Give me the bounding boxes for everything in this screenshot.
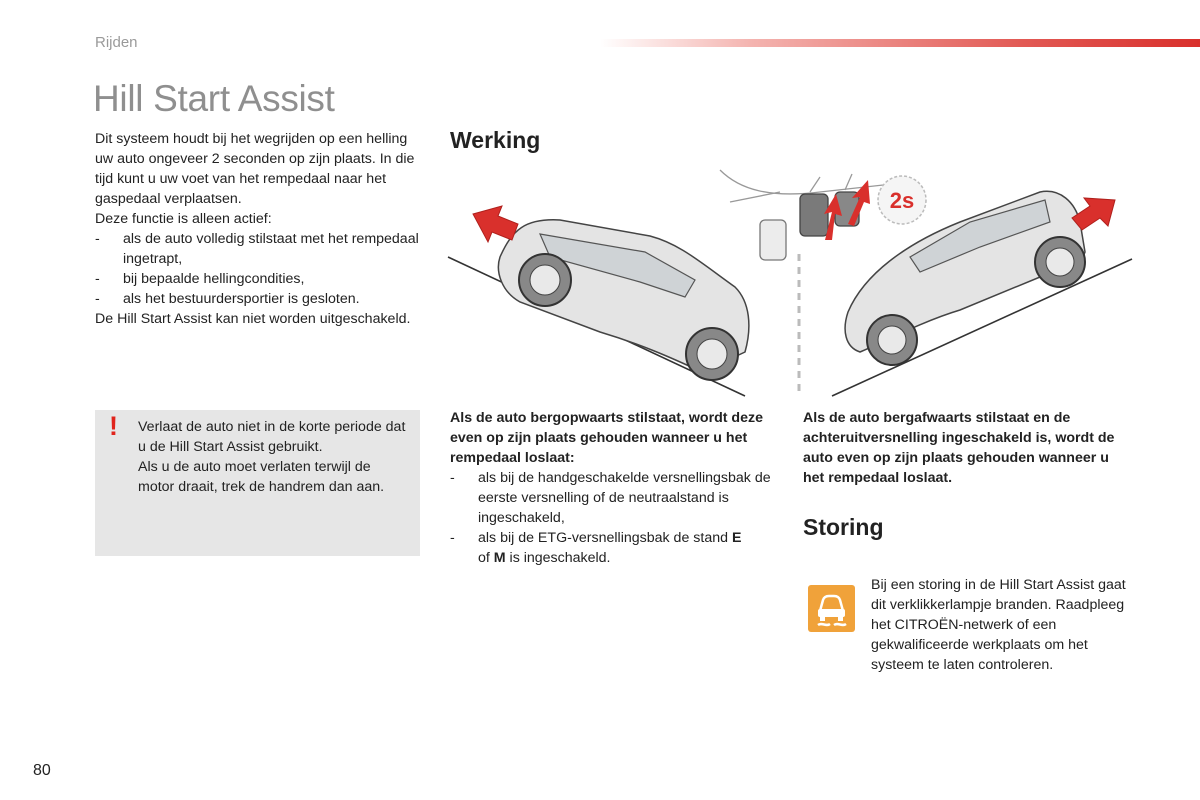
condition-list <box>95 229 425 309</box>
pedals-icon <box>720 170 910 260</box>
intro-note: De Hill Start Assist kan niet worden uitgeschakeld. <box>95 311 411 327</box>
uphill-car-icon <box>498 220 748 380</box>
hill-start-illustration <box>440 162 1140 398</box>
gear-e-label: E <box>731 530 742 546</box>
exclamation-icon: ! <box>109 411 118 441</box>
hill-start-warning-lamp-icon <box>808 585 855 632</box>
gear-m-label: M <box>493 550 506 566</box>
warning-text <box>138 417 410 497</box>
bergaf-text: Als de auto bergafwaarts stilstaat en de achteruitversnelling ingeschakeld is, wordt de auto even op zijn plaats gehouden wanneer u het rempedaal loslaat. <box>803 410 1115 486</box>
storing-heading: Storing <box>803 514 884 540</box>
intro-paragraph: Dit systeem houdt bij het wegrijden op een helling uw auto ongeveer 2 seconden op zijn plaats. In die tijd kunt u uw voet van het rempedaal naar het gaspedaal verplaatsen. <box>95 131 415 207</box>
warning-line: Verlaat de auto niet in de korte periode dat u de Hill Start Assist gebruikt. <box>138 419 406 455</box>
header-accent-bar <box>600 39 1200 47</box>
list-item: - als de auto volledig stilstaat met het rempedaal ingetrapt, <box>95 229 425 269</box>
intro-condition-lead: Deze functie is alleen actief: <box>95 211 272 227</box>
list-item-text: of <box>478 550 494 566</box>
list-item: - als bij de handgeschakelde versnellingsbak de eerste versnelling of de neutraalstand is ingeschakeld, <box>450 468 780 528</box>
warning-line: Als u de auto moet verlaten terwijl de motor draait, trek de handrem dan aan. <box>138 459 385 495</box>
werking-heading: Werking <box>450 127 541 153</box>
uphill-arrow-icon <box>473 206 518 242</box>
timer-label: 2s <box>889 188 915 213</box>
section-label: Rijden <box>95 34 138 51</box>
intro-section <box>95 129 425 329</box>
downhill-arrow-icon <box>1072 198 1115 230</box>
bergop-lead: Als de auto bergopwaarts stilstaat, wordt deze even op zijn plaats gehouden wanneer u het rempedaal loslaat: <box>450 410 763 466</box>
bergop-list <box>450 468 780 568</box>
list-item <box>450 528 780 568</box>
warning-box <box>95 410 420 556</box>
list-item-text: als bij de ETG-versnellingsbak de stand <box>478 530 732 546</box>
page-title: Hill Start Assist <box>93 78 335 119</box>
bergop-section <box>450 408 780 568</box>
downhill-car-icon <box>845 191 1085 365</box>
timer-icon <box>878 176 926 224</box>
list-item-text: is ingeschakeld. <box>505 550 611 566</box>
list-item: - bij bepaalde hellingcondities, <box>95 269 425 289</box>
storing-text: Bij een storing in de Hill Start Assist gaat dit verklikkerlampje branden. Raadpleeg het CITROËN-netwerk of een gekwalificeerde werkplaats om het systeem te laten controleren. <box>871 577 1126 673</box>
page-number: 80 <box>33 762 51 779</box>
list-item: - als het bestuurdersportier is gesloten. <box>95 289 425 309</box>
